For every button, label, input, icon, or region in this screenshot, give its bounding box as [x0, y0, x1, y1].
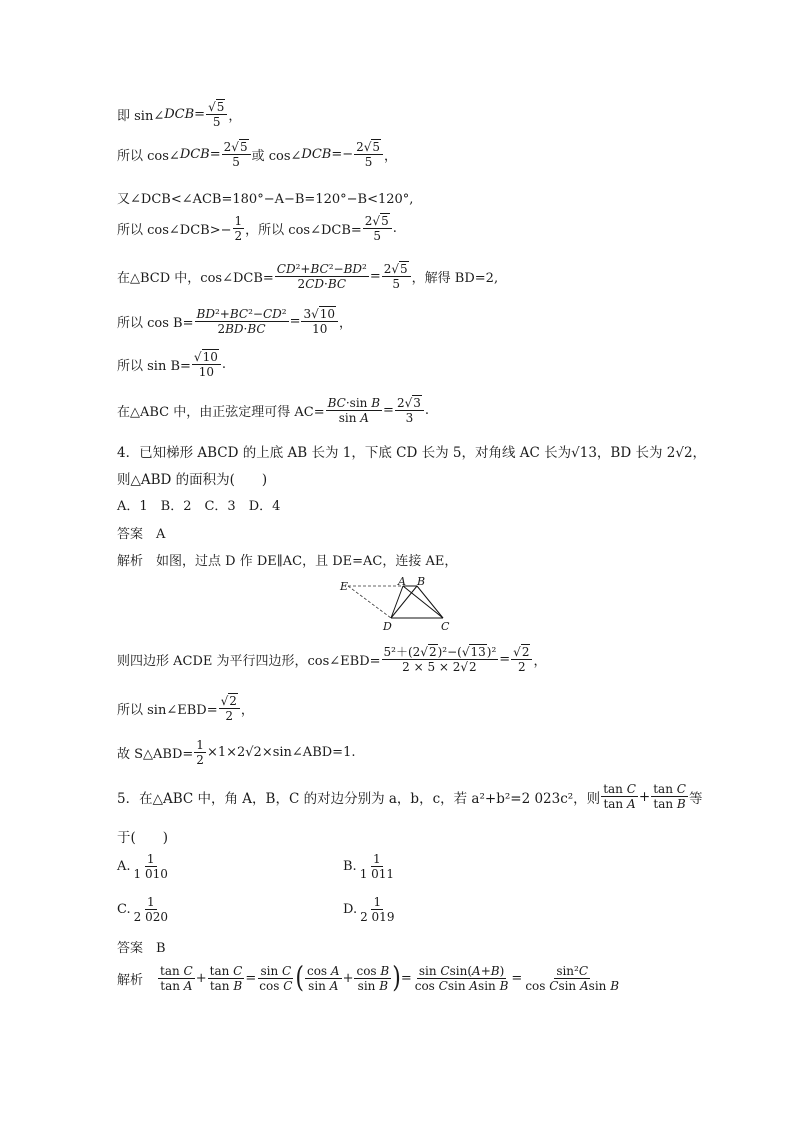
fraction: $\frac{√2}{2}$ — [219, 694, 240, 723]
fraction: $\frac{1}{2}$ — [234, 214, 243, 243]
edge-da — [391, 586, 403, 618]
q4-area-line — [117, 738, 355, 767]
option-label: D. — [343, 902, 358, 917]
fraction: $\frac{2√5}{5}$ — [382, 262, 411, 291]
q5-stem-line2 — [117, 826, 168, 846]
option-label: C. — [117, 902, 131, 917]
text: 所以 sin∠EBD= — [117, 703, 218, 718]
line-triangle-bcd: 在△BCD 中，cos∠DCB= $\frac{\text{CD²+BC²−BD²}}{2CD\cdot BC}$ = $\frac{2√5}{5}$ ，解得 BD=2, — [117, 262, 499, 291]
q5-stem-line1: 5．在△ABC 中，角 A，B，C 的对边分别为 a，b，c，若 a²+b²=2 023c²，则 $\frac{\text{tan C}}{\text{tan A}}$ + $\frac{\text{tan C}}{\text{tan B}}$ 等 — [117, 782, 703, 811]
label-a: A — [398, 576, 406, 588]
option-denominator: 2 019 — [360, 910, 395, 924]
trapezoid-figure — [330, 576, 460, 636]
q5-option-d[interactable] — [343, 895, 397, 924]
text: 即 sin∠ — [117, 109, 165, 124]
text: 所以 cos∠ — [117, 149, 180, 164]
line-sin-dcb: 即 sin∠ DCB = $\frac{√5}{5}$ ， — [117, 100, 242, 129]
text: 5．在△ABC 中，角 A，B，C 的对边分别为 a，b，c，若 a²+b²=2 023c²，则 — [117, 790, 601, 807]
fraction: $\frac{\text{BC·sin B}}{\text{sin A}}$ — [327, 396, 381, 425]
fraction: $\frac{\text{cos A}}{\text{sin A}}$ — [306, 964, 340, 993]
option-denominator: 1 011 — [359, 867, 395, 881]
text: ，所以 cos∠DCB= — [245, 223, 362, 238]
option-label: A. — [117, 859, 131, 874]
q4-stem-line2 — [117, 468, 267, 488]
q5-option-b[interactable] — [343, 852, 397, 881]
text: 答案 B — [117, 941, 166, 956]
label-c: C — [441, 620, 450, 633]
q4-answer — [117, 523, 165, 542]
q4-analysis — [117, 550, 457, 569]
fraction: $\frac{\text{5²＋(2√2)²−(√13)²}}{2 \times 5 \times 2√2}$ — [383, 645, 497, 674]
line-angle-compare — [117, 188, 413, 207]
text: 又∠DCB<∠ACB=180°−A−B=120°−B<120°, — [117, 192, 414, 207]
q4-parallelogram-line: 则四边形 ACDE 为平行四边形，cos∠EBD= $\frac{\text{5²＋(2√2)²−(√13)²}}{2 \times 5 \times 2√2}$ = $\frac{√2}{2}$ ， — [117, 645, 547, 674]
fraction: $\frac{1}{2 020}$ — [133, 895, 168, 924]
text: 故 S△ABD= — [117, 747, 194, 762]
label-e: E — [340, 580, 349, 593]
fraction: $\frac{\text{sin²C}}{\text{cos Csin Asin B}}$ — [525, 964, 620, 993]
text: A．1 B．2 C．3 D．4 — [117, 499, 281, 514]
text: 则四边形 ACDE 为平行四边形，cos∠EBD= — [117, 654, 381, 669]
fraction: $\frac{\text{tan C}}{\text{tan B}}$ — [653, 782, 686, 811]
option-label: B. — [343, 859, 357, 874]
edge-bc — [417, 586, 443, 618]
edge-bd — [391, 586, 417, 618]
q5-answer — [117, 937, 166, 956]
fraction: $\frac{\text{sin Csin(A+B)}}{\text{cos Csin Asin B}}$ — [414, 964, 509, 993]
text: 4．已知梯形 ABCD 的上底 AB 长为 1，下底 CD 长为 5，对角线 AC 长为√13，BD 长为 2√2， — [117, 445, 707, 461]
fraction: $\frac{√5}{5}$ — [206, 100, 227, 129]
q5-option-a[interactable] — [117, 852, 171, 881]
fraction: $\frac{\text{BD²+BC²−CD²}}{2BD\cdot BC}$ — [196, 307, 287, 336]
q5-option-c[interactable] — [117, 895, 171, 924]
text: 在△ABC 中，由正弦定理可得 AC= — [117, 405, 325, 420]
q4-stem-line1 — [117, 441, 706, 461]
fraction: $\frac{2√5}{5}$ — [222, 140, 251, 169]
line-sin-b: 所以 sin B= $\frac{√10}{10}$ . — [117, 350, 226, 379]
q4-sin-line: 所以 sin∠EBD= $\frac{√2}{2}$ ， — [117, 694, 254, 723]
label-b: B — [417, 576, 426, 588]
edge-ac — [403, 586, 443, 618]
line-cos-bound: 所以 cos∠DCB>− $\frac{1}{2}$ ，所以 cos∠DCB= $\frac{2√5}{5}$ . — [117, 214, 397, 243]
text: 解析 — [117, 973, 144, 988]
fraction: $\frac{\text{tan C}}{\text{tan A}}$ — [603, 782, 636, 811]
option-denominator: 2 020 — [133, 910, 168, 924]
text: 等 — [688, 790, 703, 807]
text: 或 cos∠ — [251, 149, 302, 164]
fraction: $\frac{2√3}{3}$ — [395, 396, 424, 425]
fraction: $\frac{1}{1 010}$ — [133, 852, 168, 881]
text: 解析 如图，过点 D 作 DE∥AC，且 DE=AC，连接 AE， — [117, 554, 458, 569]
line-sine-rule: 在△ABC 中，由正弦定理可得 AC= $\frac{\text{BC·sin B}}{\text{sin A}}$ = $\frac{2√3}{3}$ . — [117, 396, 430, 425]
text: ×1×2√2×sin∠ABD=1. — [206, 745, 356, 760]
text: 所以 cos B= — [117, 316, 194, 331]
fraction: $\frac{\text{sin C}}{\text{cos C}}$ — [259, 964, 293, 993]
text: 答案 A — [117, 527, 166, 542]
fraction: $\frac{2√5}{5}$ — [363, 214, 392, 243]
fraction: $\frac{1}{2}$ — [196, 738, 204, 767]
line-cos-b: 所以 cos B= $\frac{\text{BD²+BC²−CD²}}{2BD\cdot BC}$ = $\frac{3√10}{10}$ ， — [117, 307, 353, 336]
fraction: $\frac{√10}{10}$ — [192, 350, 221, 379]
text: 则△ABD 的面积为( ) — [117, 472, 268, 488]
text: 所以 cos∠DCB>− — [117, 223, 232, 238]
q4-options — [117, 495, 280, 514]
fraction: $\frac{2√5}{5}$ — [354, 140, 383, 169]
option-denominator: 1 010 — [133, 867, 168, 881]
fraction: $\frac{√2}{2}$ — [511, 645, 532, 674]
fraction: $\frac{\text{cos B}}{\text{sin B}}$ — [356, 964, 390, 993]
fraction: $\frac{\text{tan C}}{\text{tan A}}$ — [160, 964, 193, 993]
fraction: $\frac{\text{tan C}}{\text{tan B}}$ — [209, 964, 243, 993]
text: 在△BCD 中，cos∠DCB= — [117, 271, 274, 286]
label-d: D — [383, 620, 392, 633]
text: 于( ) — [117, 830, 169, 846]
line-cos-dcb: 所以 cos∠ DCB = $\frac{2√5}{5}$ 或 cos∠ DCB =− $\frac{2√5}{5}$ ， — [117, 140, 398, 169]
text: ，解得 BD=2, — [411, 271, 499, 286]
fraction: $\frac{\text{CD²+BC²−BD²}}{2CD\cdot BC}$ — [276, 262, 367, 291]
fraction: $\frac{1}{2 019}$ — [360, 895, 395, 924]
text: 所以 sin B= — [117, 359, 191, 374]
q5-analysis: 解析 $\frac{\text{tan C}}{\text{tan A}}$ + $\frac{\text{tan C}}{\text{tan B}}$ = $\frac{\text{sin C}}{\text{cos C}}$ ( $\frac{\text{cos A}}{\text{sin A}}$ + $\frac{\text{cos B}}{\text{sin B}}$ ) = $\frac{\text{sin Csin(A+B)}}{\text{cos Csin Asin B}}$ = $\frac{\text{sin²C}}{\text{cos Csin Asin B}}$ — [117, 961, 620, 995]
fraction: $\frac{1}{1 011}$ — [359, 852, 395, 881]
edge-ed — [348, 586, 391, 618]
fraction: $\frac{3√10}{10}$ — [301, 307, 338, 336]
